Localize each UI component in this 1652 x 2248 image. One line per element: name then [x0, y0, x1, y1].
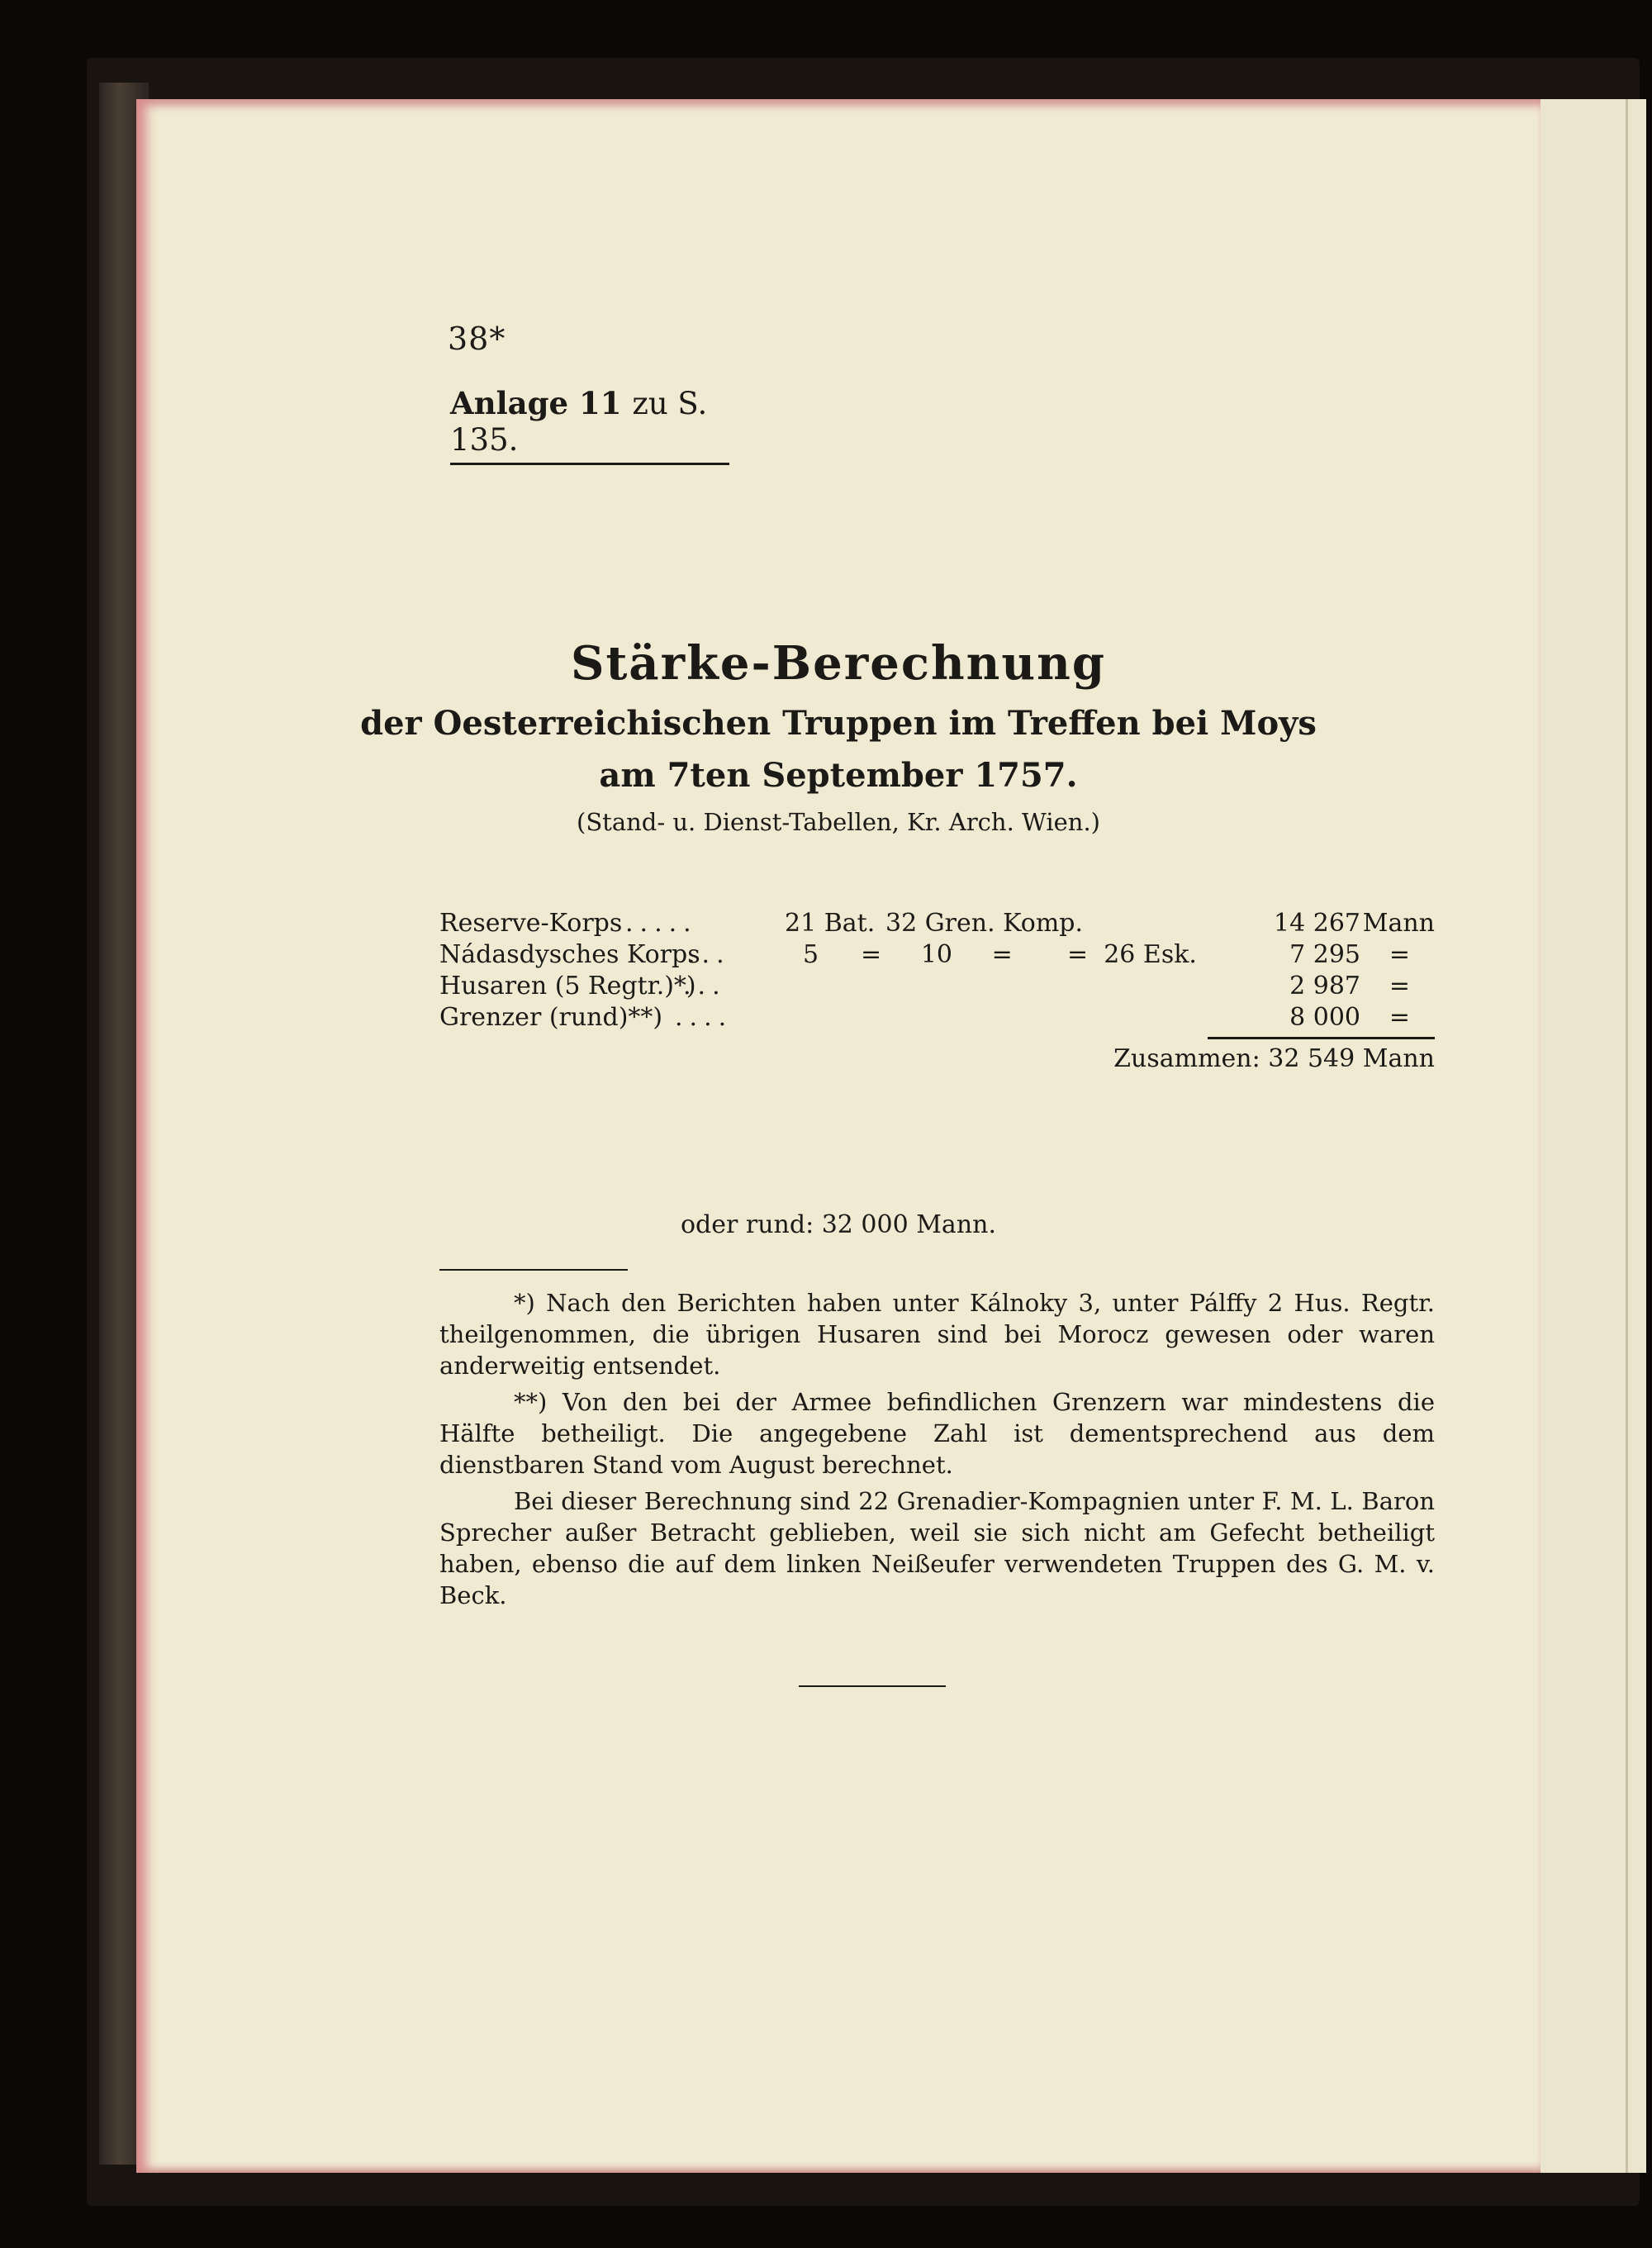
squadrons-cell: = 26 Esk.	[1067, 940, 1197, 969]
companies-cell: 32 Gren. Komp.	[885, 909, 1084, 938]
book-page	[136, 99, 1540, 2173]
table-row	[439, 1003, 1435, 1034]
facing-page-edge	[1626, 99, 1628, 2173]
page-content	[136, 99, 1540, 2173]
title-subline-1: der Oesterreichischen Truppen im Treffen bei Moys	[360, 704, 1317, 743]
unit-label: Mann	[1362, 909, 1435, 938]
appendix-page-ref: zu S. 135.	[450, 386, 708, 458]
strength-value: 2 987	[1289, 972, 1360, 1000]
unit-label: =	[1389, 1003, 1410, 1032]
leader-dots: ....	[675, 1003, 733, 1032]
table-row	[439, 972, 1435, 1003]
row-label: Nádasdysches Korps	[439, 940, 700, 969]
companies-cell: = 10 =	[861, 940, 1013, 969]
footnote-separator	[439, 1269, 628, 1271]
unit-label: =	[1389, 940, 1410, 969]
total-value: Zusammen: 32 549 Mann	[1113, 1044, 1435, 1073]
row-label: Husaren (5 Regtr.)*)	[439, 972, 696, 1000]
appendix-number: 11	[578, 385, 622, 421]
footnote-3: Bei dieser Berechnung sind 22 Grenadier-Kompagnien unter F. M. L. Baron Sprecher außer Betracht geblieben, weil sie sich nicht am Gefecht betheiligt haben, ebenso die auf dem linken Neißeufer verwendeten Truppen des G. M. v. Beck.	[439, 1487, 1435, 1609]
total-row	[439, 1044, 1435, 1076]
footnote-2: **) Von den bei der Armee befindlichen Grenzern war mindestens die Hälfte betheiligt. Die angegebene Zahl ist dementsprechend aus dem dienstbaren Stand vom August berechnet.	[439, 1388, 1435, 1479]
title-subline-2: am 7ten September 1757.	[599, 756, 1078, 795]
unit-label: =	[1389, 972, 1410, 1000]
leader-dots: .....	[625, 909, 698, 938]
facing-page	[1536, 99, 1646, 2173]
table-row	[439, 940, 1435, 972]
leader-dots: ...	[687, 940, 731, 969]
battalions-cell: 5	[803, 940, 819, 969]
appendix-reference	[450, 385, 729, 465]
end-rule	[799, 1685, 946, 1687]
footnote-1: *) Nach den Berichten haben unter Kálnoky 3, unter Pálffy 2 Hus. Regtr. theilgenommen, die übrigen Husaren sind bei Morocz gewesen oder waren anderweitig entsendet.	[439, 1289, 1435, 1380]
strength-table	[439, 909, 1435, 1076]
strength-value: 14 267	[1274, 909, 1360, 938]
strength-value: 7 295	[1289, 940, 1360, 969]
rounded-total: oder rund: 32 000 Mann.	[680, 1210, 997, 1239]
document-title: Stärke-Berechnung	[571, 636, 1106, 691]
leader-dots: ...	[683, 972, 727, 1000]
appendix-label: Anlage	[450, 385, 569, 421]
page-number: 38*	[448, 321, 506, 357]
sum-rule	[1208, 1037, 1435, 1039]
row-label: Reserve-Korps	[439, 909, 623, 938]
battalions-cell: 21 Bat.	[785, 909, 876, 938]
source-citation: (Stand- u. Dienst-Tabellen, Kr. Arch. Wien.)	[577, 808, 1100, 836]
strength-value: 8 000	[1289, 1003, 1360, 1032]
row-label: Grenzer (rund)**)	[439, 1003, 663, 1032]
table-row	[439, 909, 1435, 940]
